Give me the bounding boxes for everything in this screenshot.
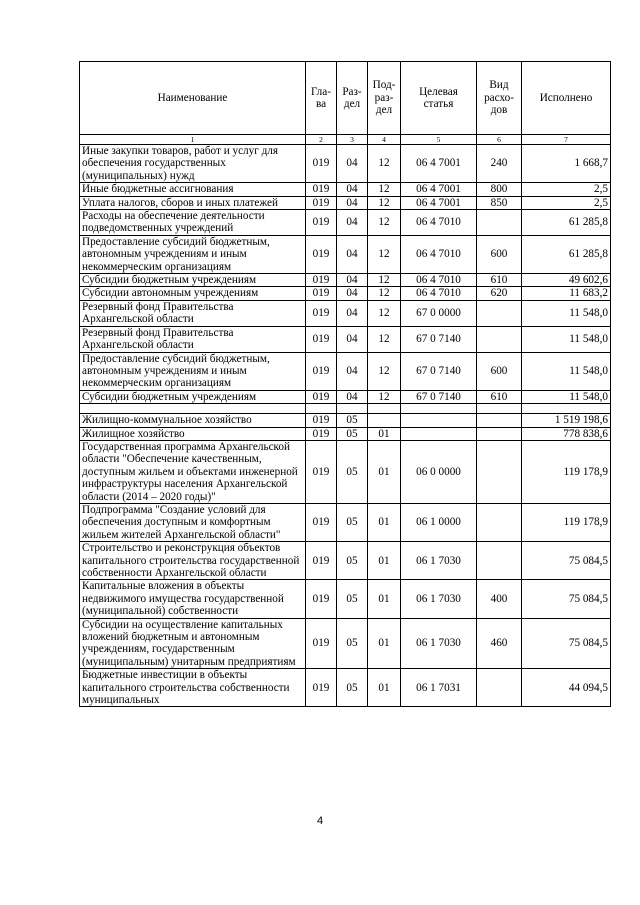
row-podrazdel: 12	[368, 210, 401, 236]
row-target-article: 06 4 7010	[401, 235, 477, 273]
row-executed: 11 548,0	[522, 352, 611, 390]
row-name: Резервный фонд Правительства Архангельской области	[80, 326, 306, 352]
row-glava: 019	[306, 542, 337, 580]
row-glava: 019	[306, 580, 337, 618]
row-name: Субсидии автономным учреждениям	[80, 287, 306, 300]
row-executed: 75 084,5	[522, 618, 611, 669]
row-razdel: 04	[337, 235, 368, 273]
row-razdel	[337, 404, 368, 414]
row-target-article	[401, 414, 477, 427]
row-podrazdel: 12	[368, 300, 401, 326]
header-row	[80, 62, 611, 135]
row-podrazdel: 01	[368, 669, 401, 707]
row-name: Капитальные вложения в объекты недвижимого имущества государственной (муниципальной) собственности	[80, 580, 306, 618]
budget-table	[79, 61, 611, 707]
row-executed: 49 602,6	[522, 274, 611, 287]
row-razdel: 04	[337, 145, 368, 183]
row-glava: 019	[306, 326, 337, 352]
row-podrazdel: 12	[368, 183, 401, 196]
row-expense-type	[477, 414, 522, 427]
row-name: Государственная программа Архангельской области "Обеспечение качественным, доступным жильем и объектами инженерной инфраструктуры населения Архангельской области (2014 – 2020 годы)"	[80, 440, 306, 503]
row-podrazdel: 12	[368, 287, 401, 300]
table-row	[80, 183, 611, 196]
row-razdel: 04	[337, 196, 368, 209]
header-target-article: Целевая статья	[401, 62, 477, 135]
row-expense-type	[477, 669, 522, 707]
row-glava: 019	[306, 427, 337, 440]
row-executed: 61 285,8	[522, 210, 611, 236]
row-razdel: 04	[337, 352, 368, 390]
row-executed: 75 084,5	[522, 580, 611, 618]
header-name: Наименование	[80, 62, 306, 135]
table-row	[80, 503, 611, 541]
row-executed: 75 084,5	[522, 542, 611, 580]
table-row	[80, 427, 611, 440]
row-expense-type: 460	[477, 618, 522, 669]
row-glava: 019	[306, 196, 337, 209]
table-row	[80, 210, 611, 236]
row-expense-type: 600	[477, 352, 522, 390]
row-name: Предоставление субсидий бюджетным, автономным учреждениям и иным некоммерческим организациям	[80, 352, 306, 390]
row-razdel: 04	[337, 210, 368, 236]
row-glava: 019	[306, 669, 337, 707]
row-razdel: 04	[337, 287, 368, 300]
row-razdel: 04	[337, 390, 368, 403]
row-glava: 019	[306, 183, 337, 196]
table-row	[80, 618, 611, 669]
row-expense-type: 610	[477, 274, 522, 287]
column-number: 7	[522, 135, 611, 145]
row-razdel: 04	[337, 326, 368, 352]
row-razdel: 05	[337, 503, 368, 541]
row-expense-type: 600	[477, 235, 522, 273]
row-glava: 019	[306, 503, 337, 541]
row-podrazdel: 12	[368, 235, 401, 273]
row-podrazdel: 12	[368, 352, 401, 390]
row-expense-type: 400	[477, 580, 522, 618]
table-row	[80, 669, 611, 707]
row-target-article: 06 0 0000	[401, 440, 477, 503]
row-expense-type	[477, 210, 522, 236]
row-target-article: 06 1 7031	[401, 669, 477, 707]
row-executed: 11 548,0	[522, 390, 611, 403]
row-name: Субсидии на осуществление капитальных вложений бюджетным и автономным учреждениям, государственным (муниципальным) унитарным предприятиям	[80, 618, 306, 669]
row-podrazdel: 01	[368, 440, 401, 503]
row-podrazdel: 12	[368, 274, 401, 287]
row-name: Строительство и реконструкция объектов капитального строительства государственной собственности Архангельской области	[80, 542, 306, 580]
row-executed: 11 683,2	[522, 287, 611, 300]
row-expense-type	[477, 542, 522, 580]
table-row	[80, 352, 611, 390]
row-name: Подпрограмма "Создание условий для обеспечения доступным и комфортным жильем жителей Архангельской области"	[80, 503, 306, 541]
row-name: Жилищно-коммунальное хозяйство	[80, 414, 306, 427]
row-razdel: 05	[337, 427, 368, 440]
row-razdel: 04	[337, 274, 368, 287]
row-expense-type	[477, 427, 522, 440]
row-expense-type	[477, 326, 522, 352]
row-name	[80, 404, 306, 414]
row-podrazdel: 12	[368, 196, 401, 209]
row-executed: 778 838,6	[522, 427, 611, 440]
row-razdel: 05	[337, 669, 368, 707]
header-podrazdel: Под- раз- дел	[368, 62, 401, 135]
row-glava: 019	[306, 352, 337, 390]
row-name: Субсидии бюджетным учреждениям	[80, 390, 306, 403]
table-row	[80, 274, 611, 287]
row-podrazdel	[368, 404, 401, 414]
row-name: Иные бюджетные ассигнования	[80, 183, 306, 196]
row-name: Иные закупки товаров, работ и услуг для обеспечения государственных (муниципальных) нужд	[80, 145, 306, 183]
row-razdel: 04	[337, 300, 368, 326]
row-glava: 019	[306, 414, 337, 427]
column-number: 3	[337, 135, 368, 145]
row-name: Уплата налогов, сборов и иных платежей	[80, 196, 306, 209]
table-row	[80, 542, 611, 580]
row-podrazdel: 01	[368, 580, 401, 618]
row-name: Бюджетные инвестиции в объекты капитального строительства собственности муниципальных	[80, 669, 306, 707]
row-target-article: 06 4 7001	[401, 145, 477, 183]
row-name: Субсидии бюджетным учреждениям	[80, 274, 306, 287]
row-expense-type	[477, 300, 522, 326]
row-target-article: 06 4 7010	[401, 287, 477, 300]
row-target-article: 67 0 0000	[401, 300, 477, 326]
row-target-article: 06 4 7001	[401, 196, 477, 209]
column-number: 5	[401, 135, 477, 145]
row-name: Жилищное хозяйство	[80, 427, 306, 440]
header-executed: Исполнено	[522, 62, 611, 135]
row-glava: 019	[306, 287, 337, 300]
row-target-article	[401, 404, 477, 414]
row-executed: 119 178,9	[522, 440, 611, 503]
column-number: 6	[477, 135, 522, 145]
row-name: Предоставление субсидий бюджетным, автономным учреждениям и иным некоммерческим организациям	[80, 235, 306, 273]
row-target-article: 06 4 7010	[401, 210, 477, 236]
row-razdel: 04	[337, 183, 368, 196]
row-executed: 1 519 198,6	[522, 414, 611, 427]
table-row	[80, 300, 611, 326]
table-row	[80, 235, 611, 273]
page-number: 4	[316, 815, 324, 827]
row-glava	[306, 404, 337, 414]
row-glava: 019	[306, 440, 337, 503]
column-number: 4	[368, 135, 401, 145]
row-razdel: 05	[337, 542, 368, 580]
table-row	[80, 390, 611, 403]
row-glava: 019	[306, 390, 337, 403]
row-podrazdel	[368, 414, 401, 427]
table-row	[80, 414, 611, 427]
header-expense-type: Вид расхо- дов	[477, 62, 522, 135]
row-podrazdel: 01	[368, 542, 401, 580]
row-expense-type	[477, 404, 522, 414]
header-glava: Гла- ва	[306, 62, 337, 135]
row-target-article: 06 4 7001	[401, 183, 477, 196]
row-executed: 2,5	[522, 196, 611, 209]
row-glava: 019	[306, 145, 337, 183]
row-expense-type: 240	[477, 145, 522, 183]
row-glava: 019	[306, 618, 337, 669]
row-expense-type: 610	[477, 390, 522, 403]
row-podrazdel: 12	[368, 326, 401, 352]
row-target-article: 06 1 7030	[401, 580, 477, 618]
row-expense-type: 800	[477, 183, 522, 196]
row-target-article: 67 0 7140	[401, 352, 477, 390]
row-target-article: 06 4 7010	[401, 274, 477, 287]
row-razdel: 05	[337, 440, 368, 503]
row-name: Резервный фонд Правительства Архангельской области	[80, 300, 306, 326]
row-target-article: 06 1 7030	[401, 542, 477, 580]
row-expense-type: 620	[477, 287, 522, 300]
row-podrazdel: 12	[368, 145, 401, 183]
row-glava: 019	[306, 235, 337, 273]
row-executed: 119 178,9	[522, 503, 611, 541]
row-glava: 019	[306, 300, 337, 326]
column-number-row	[80, 135, 611, 145]
row-glava: 019	[306, 274, 337, 287]
row-executed: 11 548,0	[522, 300, 611, 326]
table-row	[80, 440, 611, 503]
row-podrazdel: 01	[368, 618, 401, 669]
row-podrazdel: 01	[368, 503, 401, 541]
table-row	[80, 145, 611, 183]
table-row	[80, 580, 611, 618]
row-podrazdel: 01	[368, 427, 401, 440]
row-executed: 61 285,8	[522, 235, 611, 273]
row-executed: 11 548,0	[522, 326, 611, 352]
row-podrazdel: 12	[368, 390, 401, 403]
row-target-article	[401, 427, 477, 440]
row-glava: 019	[306, 210, 337, 236]
row-executed	[522, 404, 611, 414]
row-name: Расходы на обеспечение деятельности подведомственных учреждений	[80, 210, 306, 236]
table-row	[80, 196, 611, 209]
row-executed: 2,5	[522, 183, 611, 196]
row-executed: 44 094,5	[522, 669, 611, 707]
row-target-article: 67 0 7140	[401, 390, 477, 403]
row-target-article: 06 1 7030	[401, 618, 477, 669]
row-razdel: 05	[337, 580, 368, 618]
row-expense-type	[477, 503, 522, 541]
row-target-article: 67 0 7140	[401, 326, 477, 352]
row-razdel: 05	[337, 414, 368, 427]
column-number: 2	[306, 135, 337, 145]
column-number: 1	[80, 135, 306, 145]
header-razdel: Раз- дел	[337, 62, 368, 135]
row-expense-type: 850	[477, 196, 522, 209]
row-target-article: 06 1 0000	[401, 503, 477, 541]
table-row	[80, 326, 611, 352]
row-executed: 1 668,7	[522, 145, 611, 183]
row-razdel: 05	[337, 618, 368, 669]
table-row	[80, 287, 611, 300]
spacer-row	[80, 404, 611, 414]
row-expense-type	[477, 440, 522, 503]
